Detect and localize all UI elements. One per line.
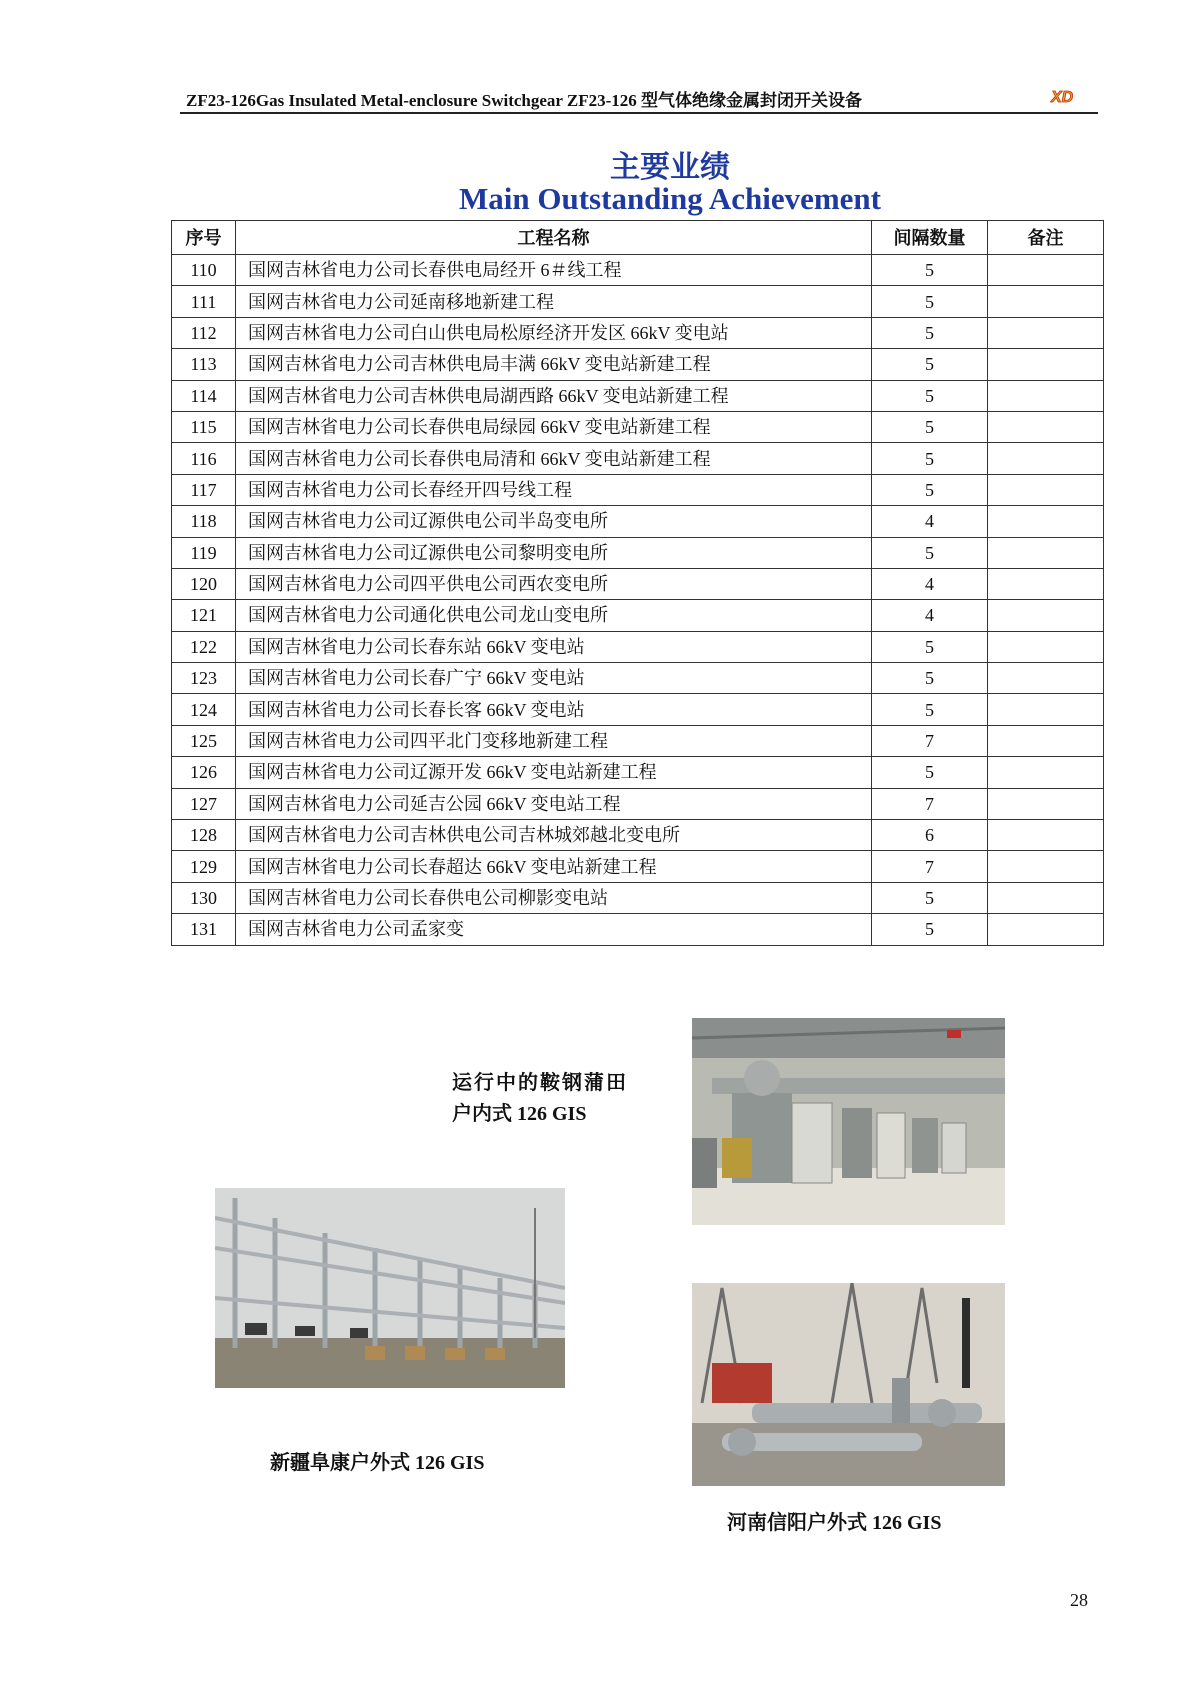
row-bay-count: 5	[872, 882, 988, 913]
row-serial: 120	[172, 568, 236, 599]
row-bay-count: 5	[872, 663, 988, 694]
row-remark	[988, 631, 1104, 662]
table-row	[172, 506, 1104, 537]
row-bay-count: 5	[872, 443, 988, 474]
table-row	[172, 914, 1104, 945]
row-serial: 117	[172, 474, 236, 505]
row-remark	[988, 600, 1104, 631]
row-serial: 125	[172, 725, 236, 756]
row-bay-count: 5	[872, 537, 988, 568]
row-bay-count: 5	[872, 255, 988, 286]
row-remark	[988, 568, 1104, 599]
row-bay-count: 5	[872, 411, 988, 442]
row-bay-count: 5	[872, 631, 988, 662]
row-remark	[988, 820, 1104, 851]
row-serial: 112	[172, 317, 236, 348]
row-bay-count: 5	[872, 349, 988, 380]
caption-indoor-line2: 户内式 126 GIS	[452, 1103, 587, 1125]
row-project-name: 国网吉林省电力公司长春超达 66kV 变电站新建工程	[236, 851, 872, 882]
caption-indoor-line1: 运行中的鞍钢蒲田	[452, 1072, 628, 1094]
row-project-name: 国网吉林省电力公司长春供电公司柳影变电站	[236, 882, 872, 913]
header-bay-count: 间隔数量	[872, 221, 988, 255]
row-serial: 116	[172, 443, 236, 474]
row-bay-count: 5	[872, 914, 988, 945]
row-remark	[988, 506, 1104, 537]
table-row	[172, 851, 1104, 882]
row-serial: 121	[172, 600, 236, 631]
row-remark	[988, 474, 1104, 505]
table-row	[172, 286, 1104, 317]
row-serial: 127	[172, 788, 236, 819]
row-project-name: 国网吉林省电力公司孟家变	[236, 914, 872, 945]
header-serial: 序号	[172, 221, 236, 255]
row-bay-count: 5	[872, 474, 988, 505]
table-row	[172, 474, 1104, 505]
row-remark	[988, 788, 1104, 819]
header-title: ZF23-126Gas Insulated Metal-enclosure Switchgear ZF23-126 型气体绝缘金属封闭开关设备	[186, 91, 863, 110]
row-bay-count: 5	[872, 694, 988, 725]
row-bay-count: 7	[872, 788, 988, 819]
row-project-name: 国网吉林省电力公司长春供电局清和 66kV 变电站新建工程	[236, 443, 872, 474]
row-serial: 122	[172, 631, 236, 662]
title-chinese: 主要业绩	[610, 151, 730, 184]
row-project-name: 国网吉林省电力公司吉林供电公司吉林城郊越北变电所	[236, 820, 872, 851]
row-serial: 129	[172, 851, 236, 882]
table-row	[172, 568, 1104, 599]
row-remark	[988, 443, 1104, 474]
table-row	[172, 443, 1104, 474]
row-bay-count: 4	[872, 600, 988, 631]
table-row	[172, 757, 1104, 788]
caption-xinjiang-gis: 新疆阜康户外式 126 GIS	[270, 1452, 485, 1474]
caption-indoor-gis	[452, 1068, 628, 1130]
row-project-name: 国网吉林省电力公司吉林供电局湖西路 66kV 变电站新建工程	[236, 380, 872, 411]
row-serial: 115	[172, 411, 236, 442]
table-row	[172, 537, 1104, 568]
row-bay-count: 4	[872, 568, 988, 599]
row-remark	[988, 537, 1104, 568]
row-bay-count: 7	[872, 725, 988, 756]
row-project-name: 国网吉林省电力公司吉林供电局丰满 66kV 变电站新建工程	[236, 349, 872, 380]
photo-xinjiang-gis	[215, 1188, 565, 1388]
row-remark	[988, 349, 1104, 380]
row-bay-count: 6	[872, 820, 988, 851]
row-project-name: 国网吉林省电力公司长春供电局绿园 66kV 变电站新建工程	[236, 411, 872, 442]
table-row	[172, 882, 1104, 913]
row-serial: 123	[172, 663, 236, 694]
row-serial: 128	[172, 820, 236, 851]
row-project-name: 国网吉林省电力公司四平北门变移地新建工程	[236, 725, 872, 756]
row-project-name: 国网吉林省电力公司长春广宁 66kV 变电站	[236, 663, 872, 694]
svg-text:XD: XD	[1051, 89, 1074, 106]
row-remark	[988, 411, 1104, 442]
table-row	[172, 600, 1104, 631]
row-project-name: 国网吉林省电力公司延南移地新建工程	[236, 286, 872, 317]
row-bay-count: 4	[872, 506, 988, 537]
header-remark: 备注	[988, 221, 1104, 255]
row-remark	[988, 694, 1104, 725]
row-remark	[988, 255, 1104, 286]
row-project-name: 国网吉林省电力公司辽源开发 66kV 变电站新建工程	[236, 757, 872, 788]
table-row	[172, 411, 1104, 442]
row-project-name: 国网吉林省电力公司延吉公园 66kV 变电站工程	[236, 788, 872, 819]
row-project-name: 国网吉林省电力公司白山供电局松原经济开发区 66kV 变电站	[236, 317, 872, 348]
row-serial: 111	[172, 286, 236, 317]
row-project-name: 国网吉林省电力公司长春东站 66kV 变电站	[236, 631, 872, 662]
table-row	[172, 663, 1104, 694]
row-bay-count: 5	[872, 286, 988, 317]
row-project-name: 国网吉林省电力公司长春长客 66kV 变电站	[236, 694, 872, 725]
page-number: 28	[1070, 1590, 1088, 1610]
row-bay-count: 7	[872, 851, 988, 882]
row-serial: 130	[172, 882, 236, 913]
table-row	[172, 255, 1104, 286]
row-remark	[988, 725, 1104, 756]
table-row	[172, 788, 1104, 819]
row-remark	[988, 317, 1104, 348]
caption-henan-gis: 河南信阳户外式 126 GIS	[727, 1512, 942, 1534]
table-row	[172, 631, 1104, 662]
row-serial: 131	[172, 914, 236, 945]
achievement-table	[171, 220, 1104, 946]
row-remark	[988, 286, 1104, 317]
row-project-name: 国网吉林省电力公司四平供电公司西农变电所	[236, 568, 872, 599]
row-remark	[988, 757, 1104, 788]
row-project-name: 国网吉林省电力公司通化供电公司龙山变电所	[236, 600, 872, 631]
row-remark	[988, 914, 1104, 945]
row-bay-count: 5	[872, 380, 988, 411]
table-row	[172, 317, 1104, 348]
row-serial: 119	[172, 537, 236, 568]
row-bay-count: 5	[872, 757, 988, 788]
xd-logo	[1050, 86, 1076, 106]
row-remark	[988, 380, 1104, 411]
table-row	[172, 725, 1104, 756]
row-remark	[988, 851, 1104, 882]
table-row	[172, 820, 1104, 851]
row-bay-count: 5	[872, 317, 988, 348]
row-project-name: 国网吉林省电力公司辽源供电公司半岛变电所	[236, 506, 872, 537]
header-project-name: 工程名称	[236, 221, 872, 255]
title-english: Main Outstanding Achievement	[459, 181, 881, 216]
row-project-name: 国网吉林省电力公司长春供电局经开 6＃线工程	[236, 255, 872, 286]
row-serial: 124	[172, 694, 236, 725]
row-serial: 114	[172, 380, 236, 411]
table-row	[172, 380, 1104, 411]
row-project-name: 国网吉林省电力公司辽源供电公司黎明变电所	[236, 537, 872, 568]
table-row	[172, 694, 1104, 725]
row-serial: 118	[172, 506, 236, 537]
photo-henan-gis	[692, 1283, 1005, 1486]
table-header-row	[172, 221, 1104, 255]
table-row	[172, 349, 1104, 380]
row-remark	[988, 882, 1104, 913]
row-project-name: 国网吉林省电力公司长春经开四号线工程	[236, 474, 872, 505]
row-serial: 126	[172, 757, 236, 788]
photo-indoor-gis	[692, 1018, 1005, 1225]
row-serial: 110	[172, 255, 236, 286]
page-header	[180, 86, 1098, 114]
row-serial: 113	[172, 349, 236, 380]
row-remark	[988, 663, 1104, 694]
